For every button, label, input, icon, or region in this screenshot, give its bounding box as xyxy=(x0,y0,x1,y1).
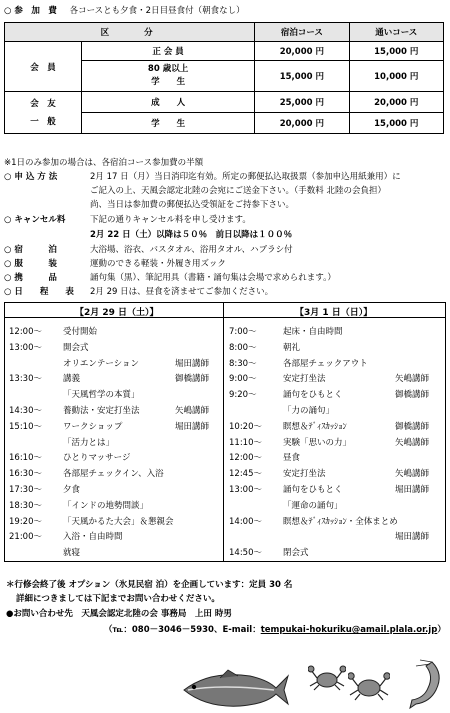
schedule-row xyxy=(4,285,446,297)
schedule-time: 13:00～ xyxy=(229,485,262,495)
fee-stay: 20,000 円 xyxy=(255,113,349,134)
schedule-time: 12:00～ xyxy=(9,327,42,337)
crab-icon xyxy=(308,662,346,692)
schedule-time: 8:00～ xyxy=(229,342,257,353)
schedule-event: 安定打坐法 xyxy=(283,374,326,385)
schedule-time: 18:30～ xyxy=(9,500,42,511)
table-row xyxy=(5,42,444,61)
schedule-instructor: 矢嶋講師 xyxy=(175,406,210,416)
items-label: ○ 携 品 xyxy=(4,273,57,283)
schedule-time: 17:30～ xyxy=(9,485,42,495)
schedule-time: 9:20～ xyxy=(229,390,257,401)
crab-icon xyxy=(348,668,390,702)
lodging-text: 大浴場、浴衣、バスタオル、浴用タオル、ハブラシ付 xyxy=(90,245,293,255)
fee-type: 80 歳以上 学 生 xyxy=(82,61,255,92)
schedule-time: 21:00～ xyxy=(9,532,42,543)
schedule-event: 開会式 xyxy=(63,342,89,353)
schedule-instructor: 堀田講師 xyxy=(175,421,210,432)
fee-type: 成 人 xyxy=(82,92,255,113)
schedule-event: 「活力とは」 xyxy=(63,437,115,448)
cancel-line2: 2月 22 日（土）以降は５０％ 前日以降は１００％ xyxy=(90,230,293,240)
schedule-time: 10:20～ xyxy=(229,421,262,432)
schedule-event: 養動法・安定打坐法 xyxy=(63,406,140,416)
fee-header-commute: 通いコース xyxy=(349,23,443,42)
shrimp-icon xyxy=(402,658,446,710)
fee-label: ○ 参 加 費 xyxy=(4,6,57,16)
day2-title: 【3月 1 日（日）】 xyxy=(295,308,373,318)
cancel-line1 xyxy=(4,213,446,225)
fee-footnote: ※1日のみ参加の場合は、各宿泊コース参加費の半額 xyxy=(4,158,204,168)
items-row xyxy=(4,271,446,283)
contact-line2 xyxy=(104,623,446,635)
schedule-time: 13:30～ xyxy=(9,374,42,385)
fee-group-member: 会 員 xyxy=(5,42,82,92)
schedule-event: 瞑想＆ﾃﾞｨｽｶｯｼｮﾝ xyxy=(283,421,347,432)
schedule-time: 8:30～ xyxy=(229,358,257,369)
clothes-row xyxy=(4,257,446,269)
schedule-event: 各部屋チェックアウト xyxy=(283,358,368,369)
fee-commute: 15,000 円 xyxy=(349,113,443,134)
schedule-time: 12:00～ xyxy=(229,453,262,464)
schedule-instructor: 御橋講師 xyxy=(395,421,430,432)
contact-close: ） xyxy=(437,625,446,635)
schedule-event: 「インドの地勢問談」 xyxy=(63,500,149,511)
schedule-event: 就寝 xyxy=(63,548,81,559)
cancel-text1: 下記の通りキャンセル料を申し受けます。 xyxy=(90,215,251,225)
schedule-box xyxy=(4,302,446,562)
items-text: 誦句集（黒）、筆記用具（書籍・誦句集は会場で求められます。） xyxy=(90,273,336,283)
fee-table xyxy=(4,22,444,134)
schedule-event: 誦句をひもとく xyxy=(283,485,343,495)
schedule-time: 13:00～ xyxy=(9,342,42,353)
schedule-event: オリエンテーション xyxy=(63,358,139,369)
schedule-event: 講義 xyxy=(63,374,81,385)
schedule-label: ○ 日 程 表 xyxy=(4,287,74,297)
apply-label: ○ 申 込 方 法 xyxy=(4,172,58,182)
schedule-event: ひとりマッサージ xyxy=(63,453,131,464)
schedule-instructor: 堀田講師 xyxy=(395,485,430,495)
schedule-text: 2月 29 日は、昼食を済ませてご参加ください。 xyxy=(90,287,274,297)
schedule-event: 安定打坐法 xyxy=(283,469,326,480)
schedule-event: 夕食 xyxy=(63,485,81,495)
day1-title: 【2月 29 日（土）】 xyxy=(75,308,159,318)
schedule-event: 瞑想＆ﾃﾞｨｽｶｯｼｮﾝ・全体まとめ xyxy=(283,516,398,527)
fee-stay: 20,000 円 xyxy=(255,42,349,61)
schedule-event: 朝礼 xyxy=(283,342,301,353)
schedule-header-line xyxy=(5,317,445,318)
apply-line2: ご記入の上、天風会認定北陸の会宛にご送金下さい。（手数料 北陸の会負担） xyxy=(90,186,386,196)
fee-stay: 25,000 円 xyxy=(255,92,349,113)
schedule-event: 「運命の誦句」 xyxy=(283,500,343,511)
contact-phone: （℡：080－3046－5930、E-mail： xyxy=(104,625,261,635)
schedule-event: 起床・自由時間 xyxy=(283,327,343,337)
option-line2: 詳細につきましては下記までお問い合わせください。 xyxy=(16,594,220,604)
fee-note: 各コースとも夕食・2日目昼食付（朝食なし） xyxy=(69,6,245,16)
schedule-event: 誦句をひもとく xyxy=(283,390,343,401)
schedule-time: 15:10～ xyxy=(9,421,42,432)
schedule-instructor: 御橋講師 xyxy=(395,390,430,401)
schedule-instructor: 矢嶋講師 xyxy=(395,374,430,385)
fee-header-category: 区 分 xyxy=(5,23,255,42)
schedule-divider xyxy=(223,303,224,561)
schedule-time: 16:30～ xyxy=(9,469,42,480)
contact-email[interactable]: tempukai-hokuriku@amail.plala.or.jp xyxy=(260,625,438,635)
apply-line1 xyxy=(4,170,446,182)
schedule-time: 16:10～ xyxy=(9,453,42,464)
schedule-event: 実験「思いの力」 xyxy=(283,437,352,448)
schedule-event: 各部屋チェックイン、入浴 xyxy=(63,469,164,480)
fee-stay: 15,000 円 xyxy=(255,61,349,92)
contact-line1: ●お問い合わせ先 天風会認定北陸の会 事務局 上田 時男 xyxy=(6,609,232,619)
lodging-label: ○ 宿 泊 xyxy=(4,245,57,255)
fee-type: 正 会 員 xyxy=(82,42,255,61)
schedule-event: 「天風かるた大会」＆懇親会 xyxy=(63,516,174,527)
fee-group-friend: 会 友 一 般 xyxy=(5,92,82,134)
fee-commute: 15,000 円 xyxy=(349,42,443,61)
schedule-event: 入浴・自由時間 xyxy=(63,532,123,543)
schedule-event: 「天風哲学の本質」 xyxy=(63,390,140,401)
schedule-instructor: 御橋講師 xyxy=(175,374,210,385)
option-line1: ＊行修会終了後 オプション（氷見民宿 泊）を企画しています：定員 30 名 xyxy=(6,580,293,590)
illustrations xyxy=(180,658,450,713)
apply-text1: 2月 17 日（月）当日消印迄有効。所定の郵便払込取扱票（参加申込用紙兼用）に xyxy=(90,172,401,182)
schedule-event: ワークショップ xyxy=(63,421,123,432)
schedule-event: 受付開始 xyxy=(63,327,98,337)
fee-commute: 10,000 円 xyxy=(349,61,443,92)
fee-header-stay: 宿泊コース xyxy=(255,23,349,42)
schedule-time: 14:00～ xyxy=(229,516,262,527)
schedule-event: 「力の誦句」 xyxy=(283,406,335,416)
lodging-row xyxy=(4,243,446,255)
table-row xyxy=(5,92,444,113)
clothes-text: 運動のできる軽装・外履き用ズック xyxy=(90,259,226,269)
schedule-time: 12:45～ xyxy=(229,469,262,480)
schedule-time: 14:30～ xyxy=(9,406,42,416)
clothes-label: ○ 服 装 xyxy=(4,259,57,269)
schedule-instructor: 矢嶋講師 xyxy=(395,437,430,448)
fee-commute: 20,000 円 xyxy=(349,92,443,113)
schedule-event: 閉会式 xyxy=(283,548,309,559)
schedule-time: 14:50～ xyxy=(229,548,262,559)
cancel-label: ○ キャンセル料 xyxy=(4,215,66,225)
schedule-instructor: 堀田講師 xyxy=(175,358,210,369)
schedule-event: 昼食 xyxy=(283,453,301,464)
schedule-instructor: 矢嶋講師 xyxy=(395,469,430,480)
schedule-time: 19:20～ xyxy=(9,516,42,527)
schedule-time: 7:00～ xyxy=(229,327,257,337)
fee-heading xyxy=(4,4,446,16)
fish-icon xyxy=(180,666,290,710)
apply-line3: 尚、当日は参加費の郵便払込受領証をご持参下さい。 xyxy=(90,200,295,210)
fee-table-header xyxy=(5,23,444,42)
schedule-time: 11:10～ xyxy=(229,437,262,448)
schedule-time: 9:00～ xyxy=(229,374,257,385)
schedule-instructor: 堀田講師 xyxy=(395,532,430,543)
fee-type: 学 生 xyxy=(82,113,255,134)
